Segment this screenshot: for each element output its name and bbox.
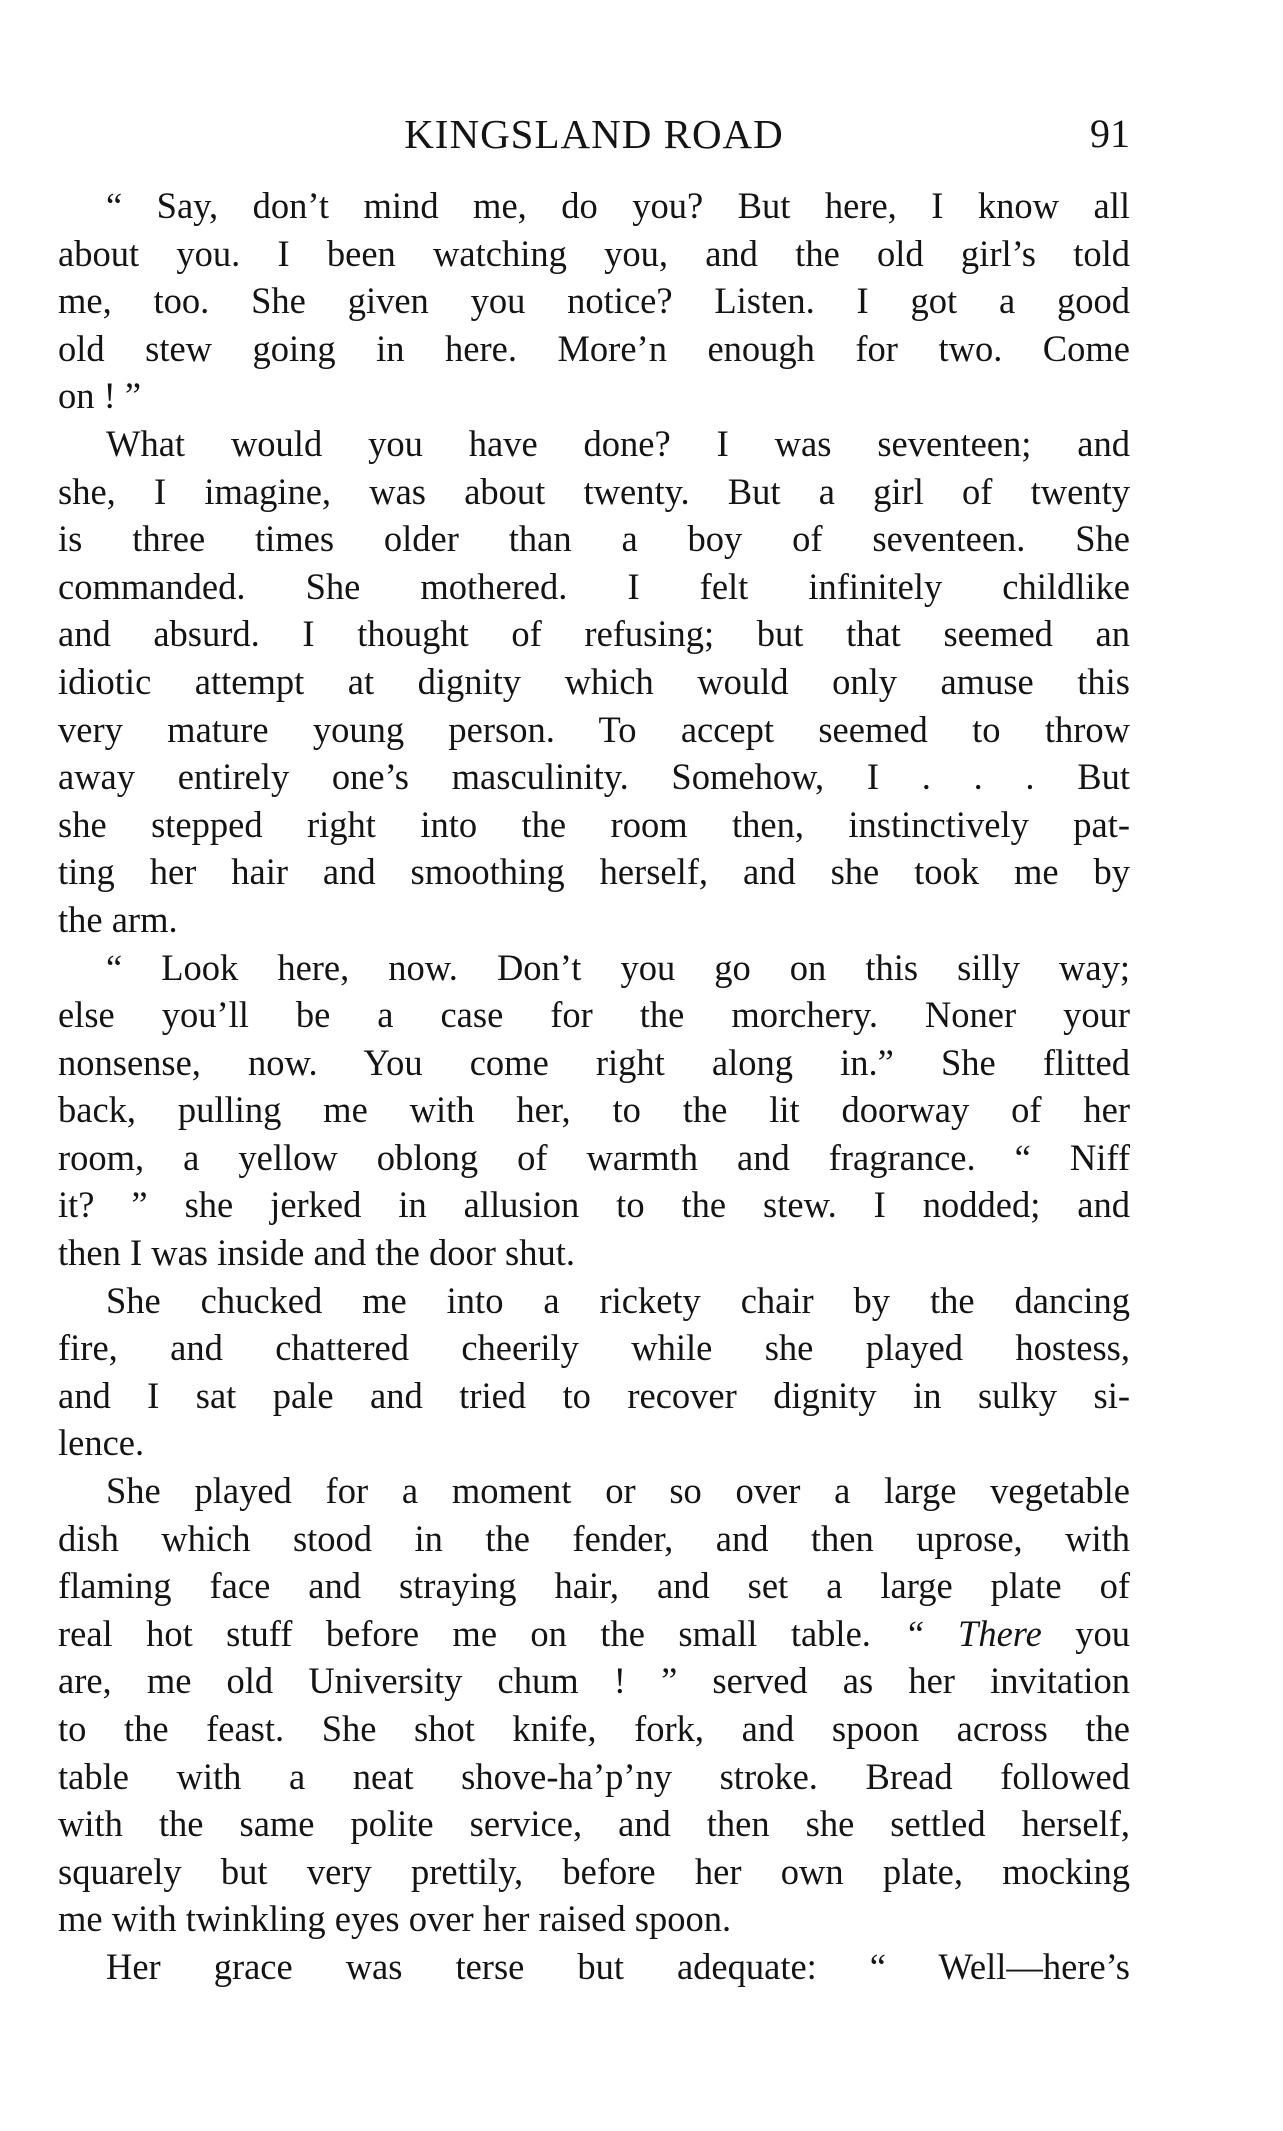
- text-line: idiotic attempt at dignity which would only amuse this: [58, 660, 1130, 702]
- page-number: 91: [1090, 111, 1130, 156]
- text-line: then I was inside and the door shut.: [58, 1232, 575, 1274]
- text-line: old stew going in here. More’n enough for two. Come: [58, 327, 1130, 369]
- text-line: else you’ll be a case for the morchery. Noner your: [58, 994, 1130, 1036]
- text-segment: real hot stuff before me on the small table.: [58, 1612, 905, 1654]
- text-line: [58, 1610, 1130, 1658]
- text-line: table with a neat shove-ha’p’ny stroke. Bread followed: [58, 1755, 1130, 1797]
- text-line: dish which stood in the fender, and then uprose, with: [58, 1517, 1130, 1559]
- paragraph: [58, 1943, 1130, 1991]
- text-line: to the feast. She shot knife, fork, and spoon across the: [58, 1708, 1130, 1749]
- text-line: She chucked me into a rickety chair by the dancing: [106, 1279, 1130, 1321]
- text-line: about you. I been watching you, and the old girl’s told: [58, 232, 1130, 274]
- text-line: and absurd. I thought of refusing; but that seemed an: [58, 613, 1130, 655]
- paragraph: [58, 182, 1130, 420]
- text-line: me with twinkling eyes over her raised spoon.: [58, 1898, 732, 1940]
- body-text: [58, 182, 1130, 1991]
- text-line: away entirely one’s masculinity. Somehow, I . . . But: [58, 756, 1130, 798]
- text-line: the arm.: [58, 898, 178, 940]
- text-line: and I sat pale and tried to recover dignity in sulky si-: [58, 1374, 1130, 1416]
- paragraph: [58, 420, 1130, 944]
- paragraph: [58, 944, 1130, 1277]
- text-line: me, too. She given you notice? Listen. I got a good: [58, 280, 1130, 322]
- text-line: ting her hair and smoothing herself, and she took me by: [58, 851, 1130, 893]
- text-line: Her grace was terse but adequate: “ Well—here’s: [106, 1945, 1130, 1987]
- text-segment: you: [1041, 1612, 1130, 1654]
- text-line: on ! ”: [58, 375, 142, 417]
- italic-text: “ There: [904, 1612, 1042, 1654]
- text-line: flaming face and straying hair, and set a large plate of: [58, 1565, 1130, 1607]
- text-line: squarely but very prettily, before her own plate, mocking: [58, 1850, 1130, 1892]
- text-line: very mature young person. To accept seemed to throw: [58, 708, 1130, 750]
- text-line: She played for a moment or so over a large vegetable: [106, 1470, 1130, 1512]
- text-line: back, pulling me with her, to the lit doorway of her: [58, 1089, 1130, 1131]
- text-line: is three times older than a boy of seventeen. She: [58, 518, 1130, 560]
- text-line: commanded. She mothered. I felt infinitely childlike: [58, 565, 1130, 607]
- text-line: “ Look here, now. Don’t you go on this silly way;: [106, 946, 1130, 988]
- text-line: with the same polite service, and then she settled herself,: [58, 1803, 1130, 1845]
- text-line: she stepped right into the room then, instinctively pat-: [58, 803, 1130, 845]
- text-line: fire, and chattered cheerily while she played hostess,: [58, 1327, 1130, 1369]
- text-line: lence.: [58, 1422, 145, 1464]
- text-line: nonsense, now. You come right along in.” She flitted: [58, 1041, 1130, 1083]
- text-line: “ Say, don’t mind me, do you? But here, I know all: [106, 185, 1130, 226]
- text-line: room, a yellow oblong of warmth and fragrance. “ Niff: [58, 1136, 1130, 1178]
- paragraph: [58, 1467, 1130, 1943]
- text-line: are, me old University chum ! ” served as her invitation: [58, 1660, 1130, 1702]
- running-head: KINGSLAND ROAD: [404, 111, 784, 157]
- text-line: What would you have done? I was seventeen; and: [106, 422, 1130, 464]
- text-line: she, I imagine, was about twenty. But a girl of twenty: [58, 470, 1130, 512]
- paragraph: [58, 1277, 1130, 1467]
- page-header: [58, 108, 1130, 160]
- text-line: it? ” she jerked in allusion to the stew. I nodded; and: [58, 1184, 1130, 1226]
